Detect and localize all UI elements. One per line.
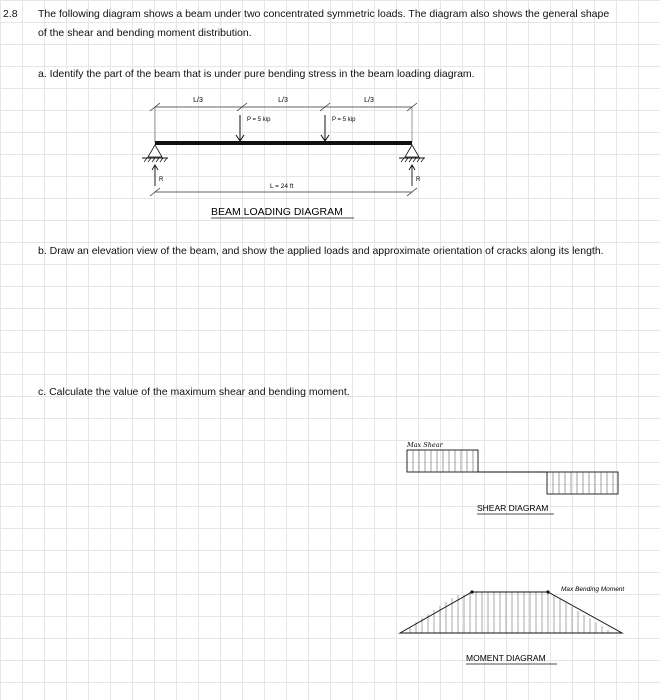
left-reaction-label: R: [159, 177, 164, 183]
problem-intro-line-2: of the shear and bending moment distribution.: [38, 27, 252, 39]
moment-point-left: [470, 590, 473, 593]
question-a: a. Identify the part of the beam that is under pure bending stress in the beam loading diagram.: [38, 68, 475, 80]
span-label-3: L/3: [364, 97, 374, 104]
span-label-2: L/3: [278, 97, 288, 104]
moment-point-right: [546, 590, 549, 593]
right-reaction-label: R: [416, 177, 421, 183]
question-c: c. Calculate the value of the maximum shear and bending moment.: [38, 386, 350, 398]
load-label-1: P = 5 kip: [247, 117, 271, 123]
moment-diagram-title: MOMENT DIAGRAM: [466, 653, 546, 663]
length-label: L = 24 ft: [270, 183, 294, 190]
beam-diagram-title: BEAM LOADING DIAGRAM: [211, 206, 343, 218]
question-b: b. Draw an elevation view of the beam, and show the applied loads and approximate orientation of cracks along its length.: [38, 245, 604, 257]
max-shear-annotation: Max Shear: [407, 441, 443, 449]
problem-intro-line-1: The following diagram shows a beam under two concentrated symmetric loads. The diagram also shows the general shape: [38, 8, 610, 20]
max-moment-annotation: Max Bending Moment: [561, 586, 625, 593]
shear-diagram-title: SHEAR DIAGRAM: [477, 503, 549, 513]
moment-diagram-outline: [400, 592, 622, 633]
problem-number: 2.8: [3, 8, 18, 20]
load-label-2: P = 5 kip: [332, 117, 356, 123]
span-label-1: L/3: [193, 97, 203, 104]
